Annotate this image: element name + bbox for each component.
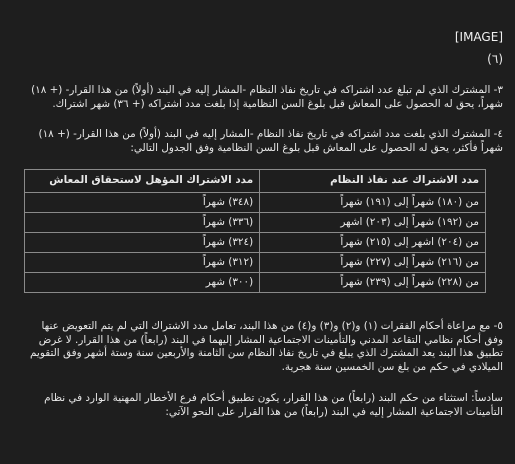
table-row: [25, 273, 486, 293]
table-row: [25, 233, 486, 253]
paragraph-4: [18, 128, 503, 155]
subscription-table: [24, 169, 486, 293]
paragraph-3-line: ٣- المشترك الذي لم تبلغ عدد اشتراكه في تاريخ نفاذ النظام -المشار إليه في البند (أولاً) من هذا القرار- (+ ١٨): [31, 84, 503, 96]
table-cell: من (٢١٦) شهراً إلى (٢٢٧) شهراً: [260, 253, 486, 273]
table-row: [25, 193, 486, 213]
paragraph-4-line: ٤- المشترك الذي بلغت مدد اشتراكه في تاريخ نفاذ النظام -المشار إليه في البند (أولاً) من هذا القرار- (+ ١٨): [38, 128, 503, 140]
table-row: [25, 253, 486, 273]
header-subscription-at-effect: مدد الاشتراك عند نفاذ النظام: [260, 170, 486, 193]
paragraph-5-line: تطبيق هذا البند يعد المشترك الذي يبلغ في تاريخ نفاذ النظام سن الثامنة والأربعين سنة وستة أشهر وفق التقويم: [30, 347, 503, 360]
paragraph-3: [18, 84, 503, 111]
table-cell: من (٢٢٨) شهراً إلى (٢٣٩) شهراً: [260, 273, 486, 293]
paragraph-5-line: ٥- مع مراعاة أحكام الفقرات (١) و(٢) و(٣) و(٤) من هذا البند، تعامل مدد الاشتراك التي لم يتم التعويض عنها: [41, 320, 503, 332]
table-cell: من (١٩٢) شهراً إلى (٢٠٣) اشهر: [260, 213, 486, 233]
paragraph-5-line: الميلادي في حكم من بلغ سن الخمسين سنة هجرية.: [281, 361, 503, 374]
paragraph-3-line: شهراً، يحق له الحصول على المعاش قبل بلوغ السن النظامية إذا بلغت مدد اشتراكه (+ ٣٦) شهر اشتراك.: [52, 97, 503, 110]
table-cell: (٣٣٦) شهراً: [25, 213, 260, 233]
paragraph-4-line: شهراً فأكثر، يحق له الحصول على المعاش قبل بلوغ السن النظامية وفق الجدول التالي:: [130, 141, 503, 154]
table-row: [25, 213, 486, 233]
table-cell: (٣١٢) شهراً: [25, 253, 260, 273]
table-cell: (٣٢٤) شهراً: [25, 233, 260, 253]
paragraph-sixth: [18, 392, 503, 419]
header-qualifying-subscription: مدد الاشتراك المؤهل لاستحقاق المعاش: [25, 170, 260, 193]
table-cell: من (١٨٠) شهراً إلى (١٩١) شهراً: [260, 193, 486, 213]
page-number: (٦): [487, 52, 503, 66]
table-cell: من (٢٠٤) اشهر إلى (٢١٥) شهراً: [260, 233, 486, 253]
table-cell: (٣٠٠) شهر: [25, 273, 260, 293]
image-placeholder: [IMAGE]: [454, 30, 503, 44]
table-cell: (٣٤٨) شهراً: [25, 193, 260, 213]
paragraph-5: [18, 320, 503, 375]
paragraph-sixth-line: سادساً: استثناء من حكم البند (رابعاً) من هذا القرار، يكون تطبيق أحكام فرع الأخطار المهنية الوارد في نظام: [44, 392, 503, 404]
paragraph-5-line: وفق أحكام نظامي التقاعد المدني والتأمينات الاجتماعية المشار إليهما في البند (رابعاً) من هذا القرار. لا غرض: [38, 333, 503, 346]
table-header-row: [25, 170, 486, 193]
paragraph-sixth-line: التأمينات الاجتماعية المشار إليه في البند (رابعاً) من هذا القرار على النحو الآتي:: [165, 405, 503, 418]
